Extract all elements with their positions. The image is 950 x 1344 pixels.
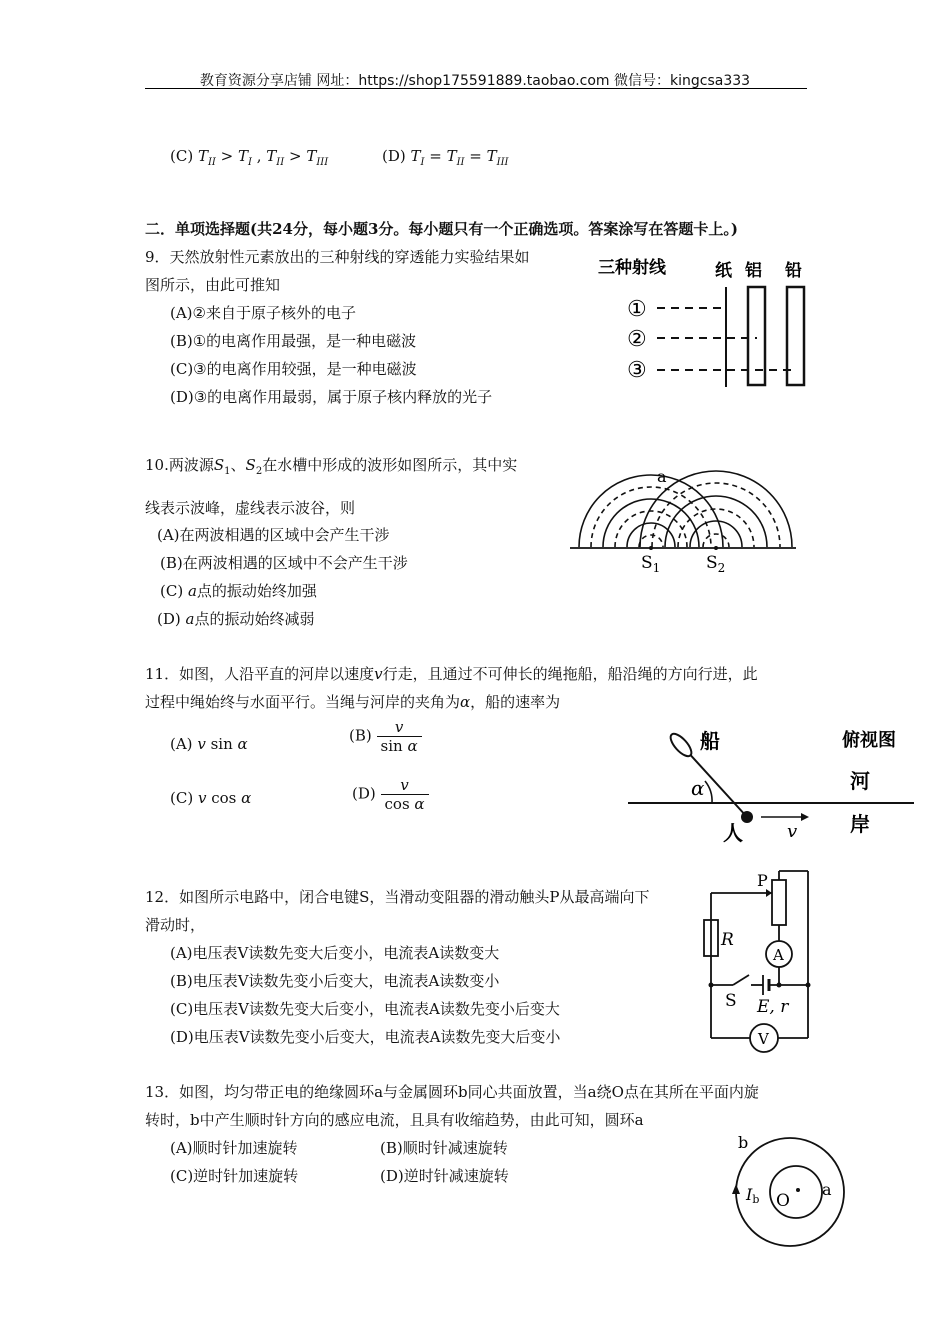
q12-option-c: (C)电压表V读数先变大后变小，电流表A读数先变小后变大 bbox=[170, 1000, 560, 1018]
q13-a-label: a bbox=[822, 1180, 832, 1199]
q13-current-arrow bbox=[732, 1184, 740, 1194]
q11-option-a: (A) v sin α bbox=[170, 735, 248, 753]
q10-source-2-dot bbox=[714, 546, 718, 550]
q11-boat-figure bbox=[625, 718, 917, 846]
q13-option-a: (A)顺时针加速旋转 bbox=[170, 1139, 298, 1157]
q11-option-b: (B) $\frac{v}{\text{sin α}}$ bbox=[349, 718, 422, 755]
header-divider bbox=[145, 88, 807, 89]
q10-s2-label: $S_2$ bbox=[706, 553, 726, 575]
q12-p-label: P bbox=[757, 871, 768, 890]
q13-rings-figure bbox=[720, 1128, 860, 1248]
section-title: 二．单项选择题(共24分，每小题3分。每小题只有一个正确选项。答案涂写在答题卡上。) bbox=[145, 220, 739, 238]
q11-v-label: v bbox=[787, 821, 798, 842]
q12-stem: 12．如图所示电路中，闭合电键S，当滑动变阻器的滑动触头P从最高端向下 bbox=[145, 888, 650, 906]
q10-s1-label: $S_1$ bbox=[641, 553, 661, 575]
q9-fig-aluminum: 铝 bbox=[745, 261, 762, 281]
page-header: 教育资源分享店铺 网址：https://shop175591889.taobao.com 微信号：kingcsa333 bbox=[199, 73, 751, 89]
q11-alpha-label: α bbox=[691, 776, 705, 800]
q13-stem: 13．如图，均匀带正电的绝缘圆环a与金属圆环b同心共面放置，当a绕O点在其所在平面内旋 bbox=[145, 1083, 759, 1101]
q11-option-c: (C) v cos α bbox=[170, 789, 252, 807]
q13-option-d: (D)逆时针减速旋转 bbox=[380, 1167, 509, 1185]
q9-fig-title: 三种射线 bbox=[598, 258, 666, 278]
q11-boat bbox=[667, 731, 695, 760]
q9-option-c: (C)③的电离作用较强，是一种电磁波 bbox=[170, 360, 417, 378]
q11-stem-2: 过程中绳始终与水面平行。当绳与河岸的夹角为α，船的速率为 bbox=[145, 693, 561, 711]
q10-point-a-label: a bbox=[657, 467, 667, 486]
q12-er-label: E, r bbox=[757, 997, 789, 1017]
q10-stem-2: 线表示波峰，虚线表示波谷，则 bbox=[145, 499, 356, 517]
q12-a-label: A bbox=[773, 946, 784, 964]
q12-r-label: R bbox=[721, 930, 734, 950]
q11-bank-label: 岸 bbox=[850, 812, 870, 836]
q13-stem-2: 转时，b中产生顺时针方向的感应电流，且具有收缩趋势，由此可知，圆环a bbox=[145, 1111, 644, 1129]
q9-fig-lead: 铅 bbox=[785, 261, 802, 281]
q11-stem: 11．如图，人沿平直的河岸以速度v行走，且通过不可伸长的绳拖船，船沿绳的方向行进，此 bbox=[145, 665, 758, 683]
q11-person-label: 人 bbox=[723, 821, 743, 845]
q9-stem: 9．天然放射性元素放出的三种射线的穿透能力实验结果如 bbox=[145, 248, 530, 266]
q12-option-a: (A)电压表V读数先变大后变小，电流表A读数变大 bbox=[170, 944, 500, 962]
q10-stem: 10.两波源$S_1$、$S_2$在水槽中形成的波形如图所示，其中实 bbox=[145, 456, 518, 477]
q10-option-b: (B)在两波相遇的区域中不会产生干涉 bbox=[160, 554, 408, 572]
q12-rheostat bbox=[772, 880, 786, 925]
q9-fig-paper: 纸 bbox=[715, 261, 732, 281]
q10-source-1-dot bbox=[649, 546, 653, 550]
q11-view-label: 俯视图 bbox=[842, 730, 896, 751]
q11-boat-label: 船 bbox=[700, 729, 720, 753]
q10-option-d: (D) a点的振动始终减弱 bbox=[157, 610, 315, 628]
q12-stem-2: 滑动时， bbox=[145, 916, 206, 934]
q10-option-a: (A)在两波相遇的区域中会产生干涉 bbox=[157, 526, 390, 544]
q9-ray-2-label: ② bbox=[627, 327, 647, 352]
q13-current-label: Ib bbox=[746, 1185, 760, 1206]
q8-option-d: (D) $T_I = T_{II} = T_{III}$ bbox=[382, 147, 509, 168]
q13-option-b: (B)顺时针减速旋转 bbox=[380, 1139, 508, 1157]
q9-option-a: (A)②来自于原子核外的电子 bbox=[170, 304, 356, 322]
q13-b-label: b bbox=[738, 1133, 749, 1152]
q8-option-c: (C) $T_{II} > T_I$ , $T_{II} > T_{III}$ bbox=[170, 147, 329, 168]
q9-radiation-figure bbox=[595, 250, 825, 395]
q11-angle-arc bbox=[705, 781, 712, 803]
q13-option-c: (C)逆时针加速旋转 bbox=[170, 1167, 299, 1185]
q9-option-b: (B)①的电离作用最强，是一种电磁波 bbox=[170, 332, 417, 350]
q10-option-c: (C) a点的振动始终加强 bbox=[160, 582, 317, 600]
q12-v-label: V bbox=[758, 1030, 769, 1048]
q12-switch bbox=[733, 975, 749, 985]
q11-river-label: 河 bbox=[850, 769, 870, 793]
q10-wave-figure bbox=[568, 462, 798, 577]
q9-ray-3-label: ③ bbox=[627, 358, 647, 383]
q12-s-label: S bbox=[725, 991, 737, 1011]
q12-circuit-figure bbox=[695, 862, 820, 1057]
q12-option-b: (B)电压表V读数先变小后变大，电流表A读数变小 bbox=[170, 972, 500, 990]
q11-option-d: (D) $\frac{v}{\text{cos α}}$ bbox=[352, 776, 429, 813]
q13-center-o bbox=[796, 1188, 800, 1192]
q9-option-d: (D)③的电离作用最弱，属于原子核内释放的光子 bbox=[170, 388, 493, 406]
q13-o-label: O bbox=[776, 1191, 790, 1211]
q12-option-d: (D)电压表V读数先变小后变大，电流表A读数先变大后变小 bbox=[170, 1028, 561, 1046]
q9-ray-1-label: ① bbox=[627, 297, 647, 322]
q9-stem-2: 图所示，由此可推知 bbox=[145, 276, 281, 294]
